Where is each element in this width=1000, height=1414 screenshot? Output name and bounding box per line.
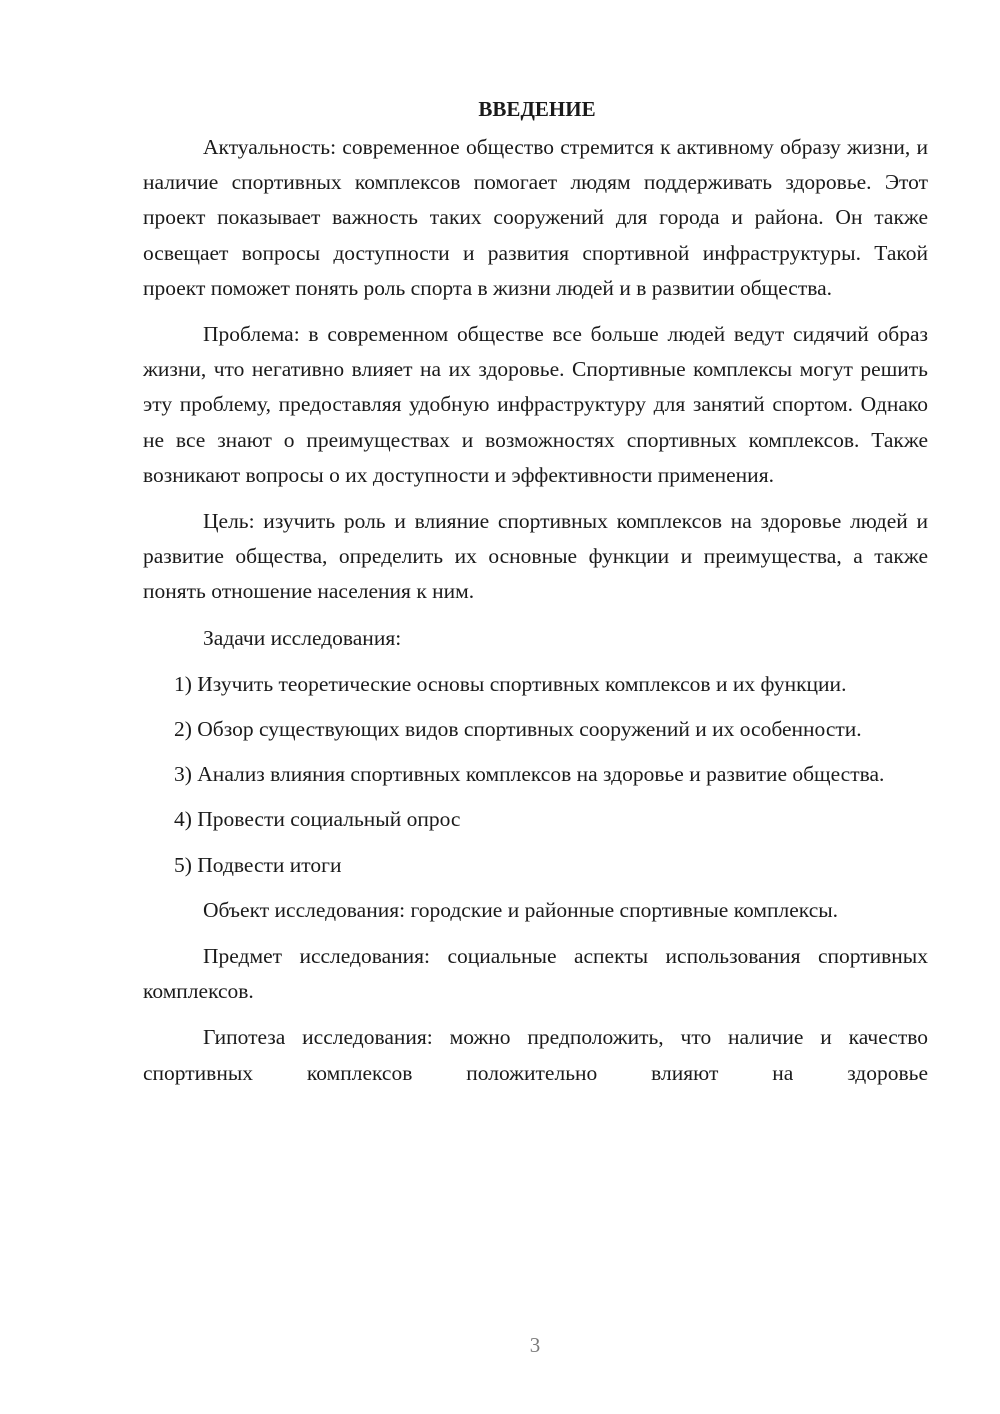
relevance-paragraph: Актуальность: современное общество стремится к активному образу жизни, и наличие спортивных комплексов помогает людям поддерживать здоровье. Этот проект показывает важность таких сооружений для города и района. Он также освещает вопросы доступности и развития спортивной инфраструктуры. Такой проект поможет понять роль спорта в жизни людей и в развитии общества. bbox=[143, 135, 928, 300]
list-item: 4) Провести социальный опрос bbox=[174, 807, 461, 832]
hypothesis-paragraph: Гипотеза исследования: можно предположить, что наличие и качество спортивных комплексов положительно влияют на здоровье bbox=[143, 1025, 928, 1085]
tasks-heading: Задачи исследования: bbox=[203, 625, 402, 650]
tasks-list bbox=[143, 667, 928, 883]
document-page bbox=[143, 92, 928, 1102]
section-heading: ВВЕДЕНИЕ bbox=[478, 97, 596, 121]
list-item: 2) Обзор существующих видов спортивных сооружений и их особенности. bbox=[174, 717, 862, 742]
page-number: 3 bbox=[529, 1333, 541, 1357]
subject-paragraph: Предмет исследования: социальные аспекты использования спортивных комплексов. bbox=[143, 944, 928, 1004]
list-item: 3) Анализ влияния спортивных комплексов на здоровье и развитие общества. bbox=[174, 762, 885, 787]
goal-paragraph: Цель: изучить роль и влияние спортивных комплексов на здоровье людей и развитие общества, определить их основные функции и преимущества, а также понять отношение населения к ним. bbox=[143, 509, 928, 604]
list-item: 1) Изучить теоретические основы спортивных комплексов и их функции. bbox=[174, 671, 847, 696]
problem-paragraph: Проблема: в современном обществе все больше людей ведут сидячий образ жизни, что негативно влияет на их здоровье. Спортивные комплексы могут решить эту проблему, предоставляя удобную инфраструктуру для занятий спортом. Однако не все знают о преимуществах и возможностях спортивных комплексов. Также возникают вопросы о их доступности и эффективности применения. bbox=[143, 322, 928, 487]
object-paragraph: Объект исследования: городские и районные спортивные комплексы. bbox=[203, 897, 839, 922]
list-item: 5) Подвести итоги bbox=[174, 852, 342, 877]
